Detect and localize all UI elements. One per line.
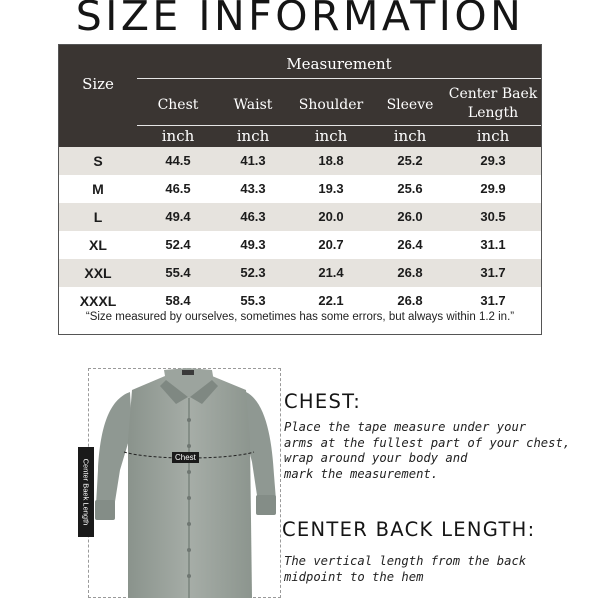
value-cell: 49.4 — [165, 209, 191, 224]
value-cell: 46.5 — [165, 181, 191, 196]
size-cell: S — [93, 153, 103, 169]
value-cell: 31.7 — [480, 293, 506, 308]
value-cell: 31.1 — [480, 237, 506, 252]
unit-label: inch — [314, 127, 348, 145]
value-cell: 30.5 — [480, 209, 506, 224]
value-cell: 26.4 — [397, 237, 423, 252]
value-cell: 26.8 — [397, 265, 423, 280]
value-cell: 55.4 — [165, 265, 191, 280]
value-cell: 46.3 — [240, 209, 266, 224]
value-cell: 26.0 — [397, 209, 423, 224]
center-back-description — [284, 554, 526, 585]
value-cell: 19.3 — [318, 181, 344, 196]
unit-label: inch — [393, 127, 427, 145]
value-cell: 52.4 — [165, 237, 191, 252]
column-header-chest: Chest — [157, 97, 199, 113]
center-back-line: midpoint to the hem — [284, 569, 424, 584]
value-cell: 52.3 — [240, 265, 266, 280]
size-cell: XL — [89, 237, 107, 253]
measurement-header: Measurement — [286, 55, 392, 73]
chest-line: Place the tape measure under your — [284, 420, 527, 434]
value-cell: 25.6 — [397, 181, 423, 196]
column-header-shoulder: Shoulder — [298, 97, 364, 113]
column-header-center-back-length: Center Baek Length — [448, 86, 538, 121]
size-column-header: Size — [82, 75, 114, 93]
value-cell: 29.3 — [480, 153, 506, 168]
value-cell: 20.7 — [318, 237, 344, 252]
size-cell: XXXL — [79, 293, 117, 309]
value-cell: 31.7 — [480, 265, 506, 280]
center-back-length-label: Center Baek Length — [81, 458, 91, 526]
chest-tag: Chest — [172, 452, 199, 463]
value-cell: 21.4 — [318, 265, 344, 280]
unit-label: inch — [236, 127, 270, 145]
column-header-sleeve: Sleeve — [386, 97, 434, 113]
unit-label: inch — [476, 127, 510, 145]
value-cell: 29.9 — [480, 181, 506, 196]
chest-line: wrap around your body and — [284, 451, 468, 466]
value-cell: 41.3 — [240, 153, 266, 168]
value-cell: 49.3 — [240, 237, 266, 252]
measurement-note: “Size measured by ourselves, sometimes has some errors, but always within 1.2 in.” — [85, 311, 515, 323]
chest-title: CHEST: — [284, 390, 362, 413]
value-cell: 22.1 — [318, 293, 344, 308]
size-cell: L — [93, 209, 103, 225]
value-cell: 26.8 — [397, 293, 423, 308]
column-header-waist: Waist — [233, 97, 273, 113]
value-cell: 20.0 — [318, 209, 344, 224]
center-back-line: The vertical length from the back — [284, 554, 527, 568]
size-cell: XXL — [84, 265, 112, 281]
chest-line: arms at the fullest part of your chest, — [284, 435, 571, 450]
size-cell: M — [92, 181, 104, 197]
chest-line: mark the measurement. — [284, 466, 439, 481]
value-cell: 58.4 — [165, 293, 191, 308]
value-cell: 25.2 — [397, 153, 423, 168]
center-back-title: CENTER BACK LENGTH: — [282, 518, 536, 541]
value-cell: 44.5 — [165, 153, 191, 168]
value-cell: 18.8 — [318, 153, 344, 168]
chest-description — [284, 420, 570, 482]
unit-label: inch — [161, 127, 195, 145]
value-cell: 55.3 — [240, 293, 266, 308]
value-cell: 43.3 — [240, 181, 266, 196]
page-title: SIZE INFORMATION — [75, 0, 525, 40]
